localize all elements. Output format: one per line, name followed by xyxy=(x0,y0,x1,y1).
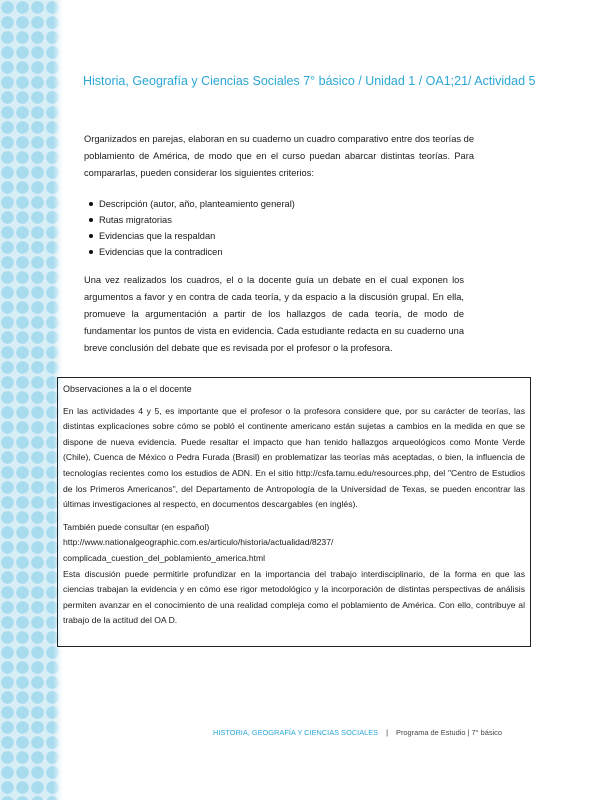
list-item: Evidencias que la contradicen xyxy=(88,244,468,260)
intro-paragraph xyxy=(84,131,474,182)
observations-paragraph: Esta discusión puede permitirle profundizar en la importancia del trabajo interdisciplinario, de la forma en que las ciencias trabajan la evidencia y en cómo ese rigor metodológico y la incorporación de distintas perspectivas de análisis permiten avanzar en el conocimiento de una realidad compleja como el poblamiento de América. Con ello, contribuye al trabajo de la actitud del OA D. xyxy=(63,568,525,626)
footer-grade: | 7° básico xyxy=(467,728,502,737)
list-item: Rutas migratorias xyxy=(88,212,468,228)
consult-url-line: complicada_cuestion_del_poblamiento_america.html xyxy=(63,552,266,563)
page-title: Historia, Geografía y Ciencias Sociales 7° básico / Unidad 1 / OA1;21/ Actividad 5 xyxy=(83,74,536,88)
footer-subject: HISTORIA, GEOGRAFÍA Y CIENCIAS SOCIALES xyxy=(213,728,379,737)
decorative-dot-strip xyxy=(0,0,62,800)
observations-title: Observaciones a la o el docente xyxy=(63,384,192,394)
footer-program: Programa de Estudio xyxy=(396,728,466,737)
discussion-text: Una vez realizados los cuadros, el o la docente guía un debate en el cual exponen los argumentos a favor y en contra de cada teoría, y da espacio a la discusión grupal. En ella, promueve la argumentación a partir de los hallazgos de cada teoría, de modo de fundamentar los puntos de vista en evidencia. Cada estudiante redacta en su cuaderno una breve conclusión del debate que es revisada por el profesor o la profesora. xyxy=(84,275,464,353)
observations-paragraph: En las actividades 4 y 5, es importante que el profesor o la profesora considere que, por su carácter de teorías, las distintas explicaciones sobre cómo se pobló el continente americano están sujetas a cambios en la medida en que se dispone de nueva evidencia. Puede resaltar el impacto que han tenido hallazgos arqueológicos como Monte Verde (Chile), Cuenca de México o Pedra Furada (Brasil) en problematizar las teorías más aceptadas, o bien, la influencia de tecnologías recientes como los estudios de ADN. En el sitio http://csfa.tamu.edu/resources.php, del "Centro de Estudios de los Primeros Americanos", del Departamento de Antropología de la Universidad de Texas, se pueden encontrar las últimas investigaciones al respecto, en documentos descargables (en inglés). xyxy=(63,405,525,510)
page-footer xyxy=(213,728,573,737)
list-item: Descripción (autor, año, planteamiento general) xyxy=(88,196,468,212)
consult-intro: También puede consultar (en español) xyxy=(63,521,210,532)
criteria-list xyxy=(88,196,468,260)
discussion-paragraph xyxy=(84,272,464,357)
footer-separator: | xyxy=(386,728,389,737)
list-item: Evidencias que la respaldan xyxy=(88,228,468,244)
consult-url-line: http://www.nationalgeographic.com.es/articulo/historia/actualidad/8237/ xyxy=(63,537,334,548)
intro-text: Organizados en parejas, elaboran en su cuaderno un cuadro comparativo entre dos teorías de poblamiento de América, de modo que en el curso puedan abarcar distintas teorías. Para compararlas, pueden considerar los siguientes criterios: xyxy=(84,134,474,178)
observations-box xyxy=(57,377,531,647)
